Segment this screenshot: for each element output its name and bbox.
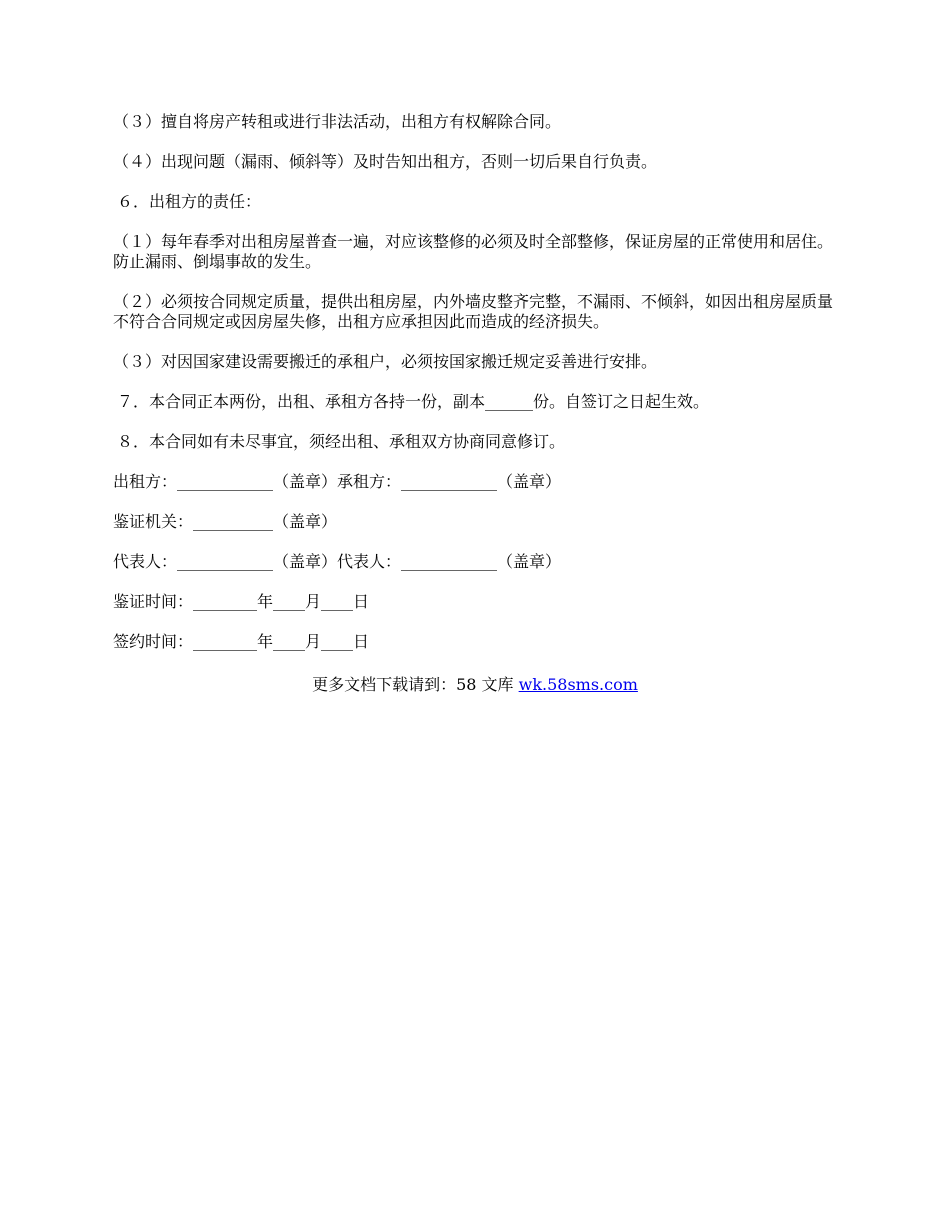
clause-4-report-problems: （４）出现问题（漏雨、倾斜等）及时告知出租方，否则一切后果自行负责。 [113,152,658,171]
section-7-copies: ７．本合同正本两份，出租、承租方各持一份，副本______份。自签订之日起生效。 [117,392,710,411]
signing-date-line: 签约时间：________年____月____日 [113,632,370,651]
document-body [113,112,843,672]
representative-signature-line: 代表人：____________（盖章）代表人：____________（盖章） [113,552,562,571]
section-6-heading: ６．出租方的责任： [117,192,262,211]
lessor-lessee-signature-line: 出租方：____________（盖章）承租方：____________（盖章） [113,472,562,491]
verification-date-line: 鉴证时间：________年____月____日 [113,592,370,611]
lessor-duty-1: （１）每年春季对出租房屋普查一遍，对应该整修的必须及时全部整修，保证房屋的正常使用和居住。防止漏雨、倒塌事故的发生。 [113,232,834,271]
download-footer [0,675,950,695]
authority-signature-line: 鉴证机关：__________（盖章） [113,512,338,531]
footer-link[interactable]: wk.58sms.com [518,675,638,694]
clause-3-sublet: （３）擅自将房产转租或进行非法活动，出租方有权解除合同。 [113,112,562,131]
lessor-duty-3: （３）对因国家建设需要搬迁的承租户，必须按国家搬迁规定妥善进行安排。 [113,352,658,371]
lessor-duty-2: （２）必须按合同规定质量，提供出租房屋，内外墙皮整齐完整，不漏雨、不倾斜，如因出租房屋质量不符合合同规定或因房屋失修，出租方应承担因此而造成的经济损失。 [113,292,834,331]
footer-text: 更多文档下载请到：58 文库 [312,675,519,694]
section-8-amendments: ８．本合同如有未尽事宜，须经出租、承租双方协商同意修订。 [117,432,566,451]
